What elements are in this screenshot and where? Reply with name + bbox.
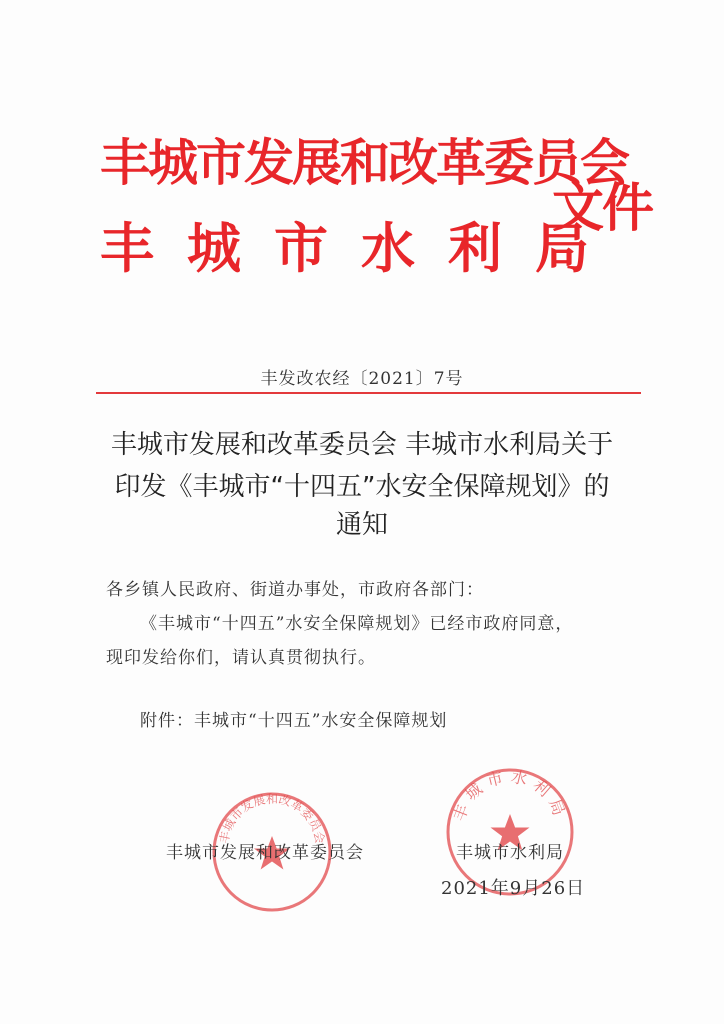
svg-text:丰城市发展和改革委员会 <box>216 792 327 845</box>
body-paragraph-line-2: 现印发给你们，请认真贯彻执行。 <box>106 648 376 668</box>
sender-development-reform-commission: 丰城市发展和改革委员会 <box>166 843 364 863</box>
title-line-3: 通知 <box>335 510 388 540</box>
seal-2-text: 丰城市水利局 <box>449 766 571 824</box>
body-paragraph-line-1: 《丰城市“十四五”水安全保障规划》已经市政府同意， <box>140 614 574 634</box>
masthead-issuer-2: 丰城市水利局 <box>100 217 622 280</box>
red-divider <box>96 392 641 394</box>
document-number: 丰发改农经〔2021〕7号 <box>260 369 464 389</box>
sender-water-bureau: 丰城市水利局 <box>456 843 564 863</box>
title-line-2: 印发《丰城市“十四五”水安全保障规划》的 <box>114 472 610 502</box>
masthead-suffix: 文件 <box>552 179 653 239</box>
title-line-1: 丰城市发展和改革委员会 丰城市水利局关于 <box>110 430 614 460</box>
salutation: 各乡镇人民政府、街道办事处，市政府各部门： <box>106 580 484 600</box>
masthead-issuer-1: 丰城市发展和改革委员会 <box>100 134 628 192</box>
issue-date: 2021年9月26日 <box>441 878 586 899</box>
seal-1-text: 丰城市发展和改革委员会 <box>216 791 328 845</box>
attachment-note: 附件：丰城市“十四五”水安全保障规划 <box>140 711 448 731</box>
